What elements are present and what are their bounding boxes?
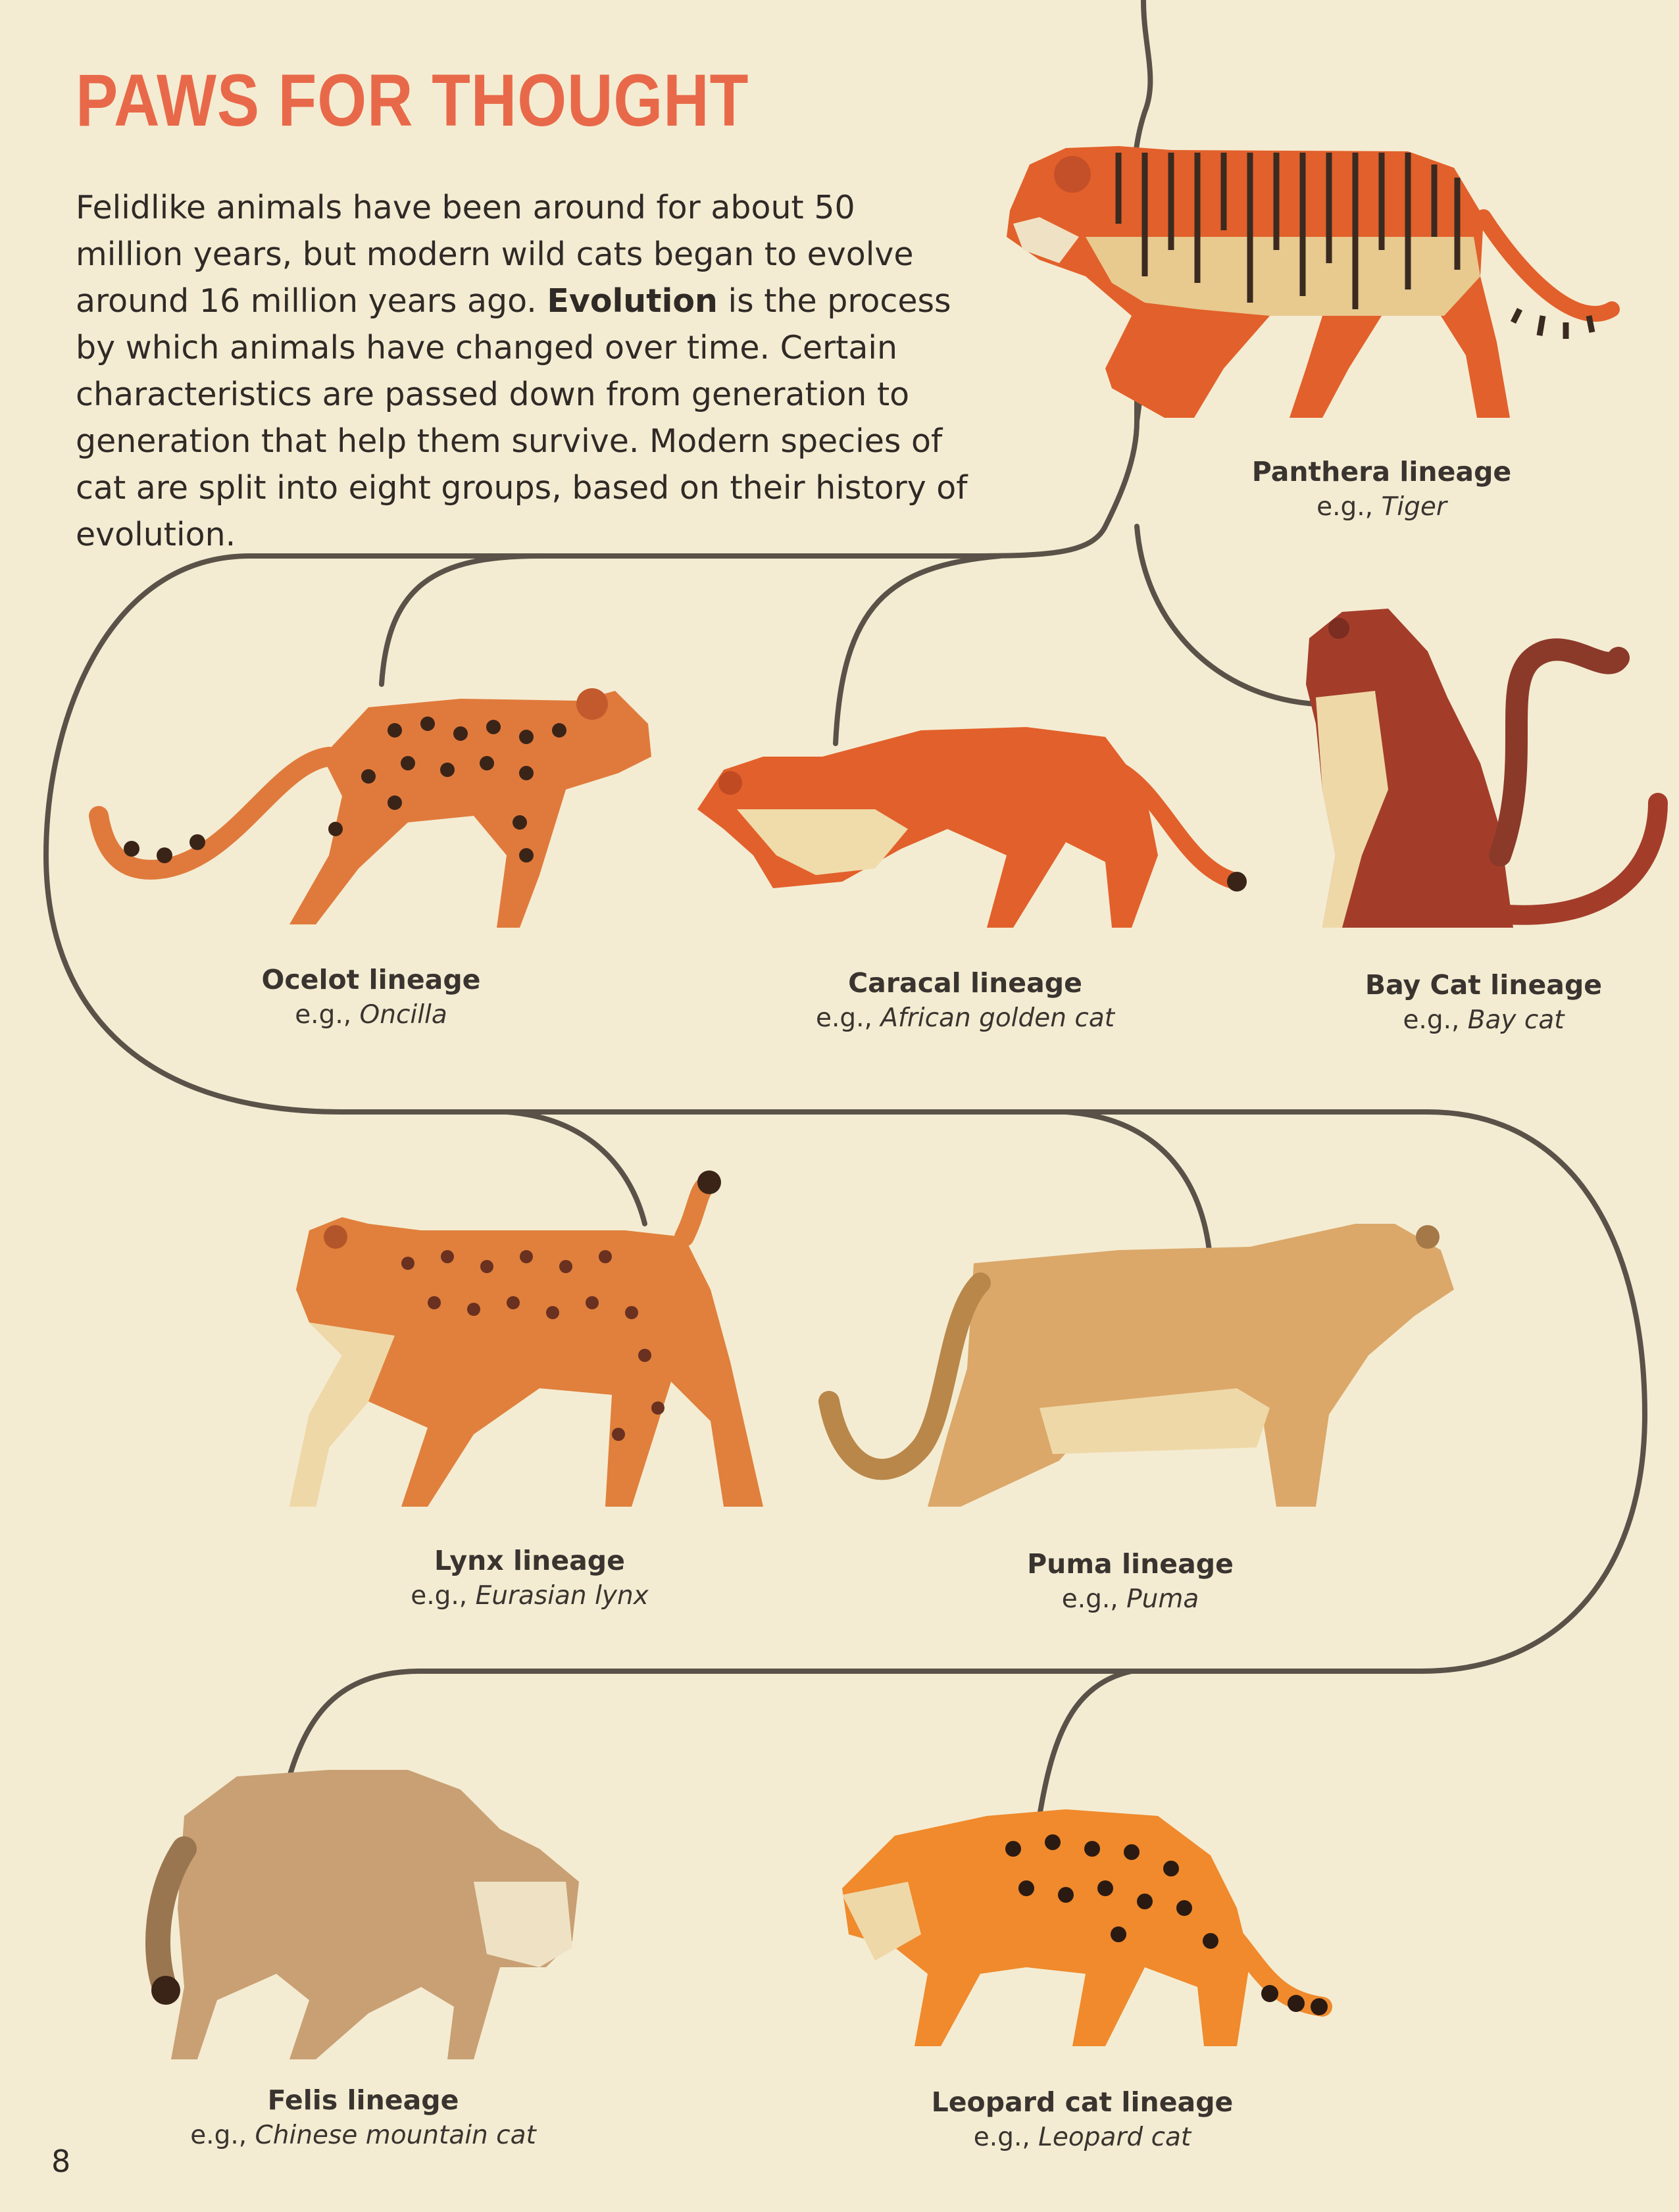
eurasian-lynx-illustration xyxy=(289,1170,763,1507)
label-lynx xyxy=(266,1543,793,1614)
tiger-illustration xyxy=(1007,146,1612,418)
lineage-example: e.g., Puma xyxy=(1061,1584,1199,1614)
branch-caracal xyxy=(836,556,1000,743)
leopard-cat-illustration xyxy=(842,1809,1328,2046)
lineage-name: Puma lineage xyxy=(1027,1548,1234,1580)
bay-cat-illustration xyxy=(1306,609,1658,928)
lineage-example: e.g., African golden cat xyxy=(815,1003,1115,1033)
branch-lynx xyxy=(507,1112,645,1224)
intro-keyword: Evolution xyxy=(547,282,718,320)
label-felis xyxy=(100,2082,626,2153)
branch-puma xyxy=(1066,1112,1211,1263)
lineage-name: Panthera lineage xyxy=(1251,456,1512,488)
label-baycat xyxy=(1220,967,1679,1038)
intro-text-part2: is the process by which animals have changed over time. Certain characteristics are passed down from generation to generation that help them survive. Modern species of cat are split into eight groups, based on their history of evolution. xyxy=(76,282,968,553)
lineage-name: Bay Cat lineage xyxy=(1365,969,1603,1001)
lineage-name: Ocelot lineage xyxy=(261,964,481,995)
lineage-example: e.g., Oncilla xyxy=(295,1000,447,1030)
branch-ocelot xyxy=(382,556,539,684)
lineage-name: Leopard cat lineage xyxy=(931,2086,1234,2118)
lineage-example: e.g., Chinese mountain cat xyxy=(190,2121,536,2150)
page-number: 8 xyxy=(51,2144,71,2179)
intro-text-part1: Felidlike animals have been around for about 50 million years, but modern wild cats began to evolve around 16 million years ago. xyxy=(76,189,914,320)
label-ocelot xyxy=(108,962,634,1033)
chinese-mountain-cat-illustration xyxy=(151,1770,579,2059)
lineage-example: e.g., Leopard cat xyxy=(973,2123,1191,2152)
page-title: PAWS FOR THOUGHT xyxy=(76,59,749,141)
intro-paragraph xyxy=(76,184,970,558)
lineage-example: e.g., Bay cat xyxy=(1403,1005,1565,1035)
branch-leopardcat xyxy=(1040,1671,1132,1816)
label-panthera xyxy=(1118,454,1645,525)
lineage-name: Felis lineage xyxy=(267,2084,459,2116)
label-leopardcat xyxy=(819,2084,1345,2155)
african-golden-cat-illustration xyxy=(697,727,1247,928)
label-puma xyxy=(867,1546,1393,1617)
label-caracal xyxy=(702,965,1228,1036)
branch-baycat xyxy=(1137,526,1316,704)
oncilla-illustration xyxy=(99,688,651,928)
lineage-example: e.g., Tiger xyxy=(1316,492,1447,522)
puma-illustration xyxy=(829,1224,1454,1507)
lineage-name: Lynx lineage xyxy=(434,1545,625,1576)
lineage-example: e.g., Eurasian lynx xyxy=(411,1581,649,1611)
lineage-name: Caracal lineage xyxy=(848,967,1082,999)
